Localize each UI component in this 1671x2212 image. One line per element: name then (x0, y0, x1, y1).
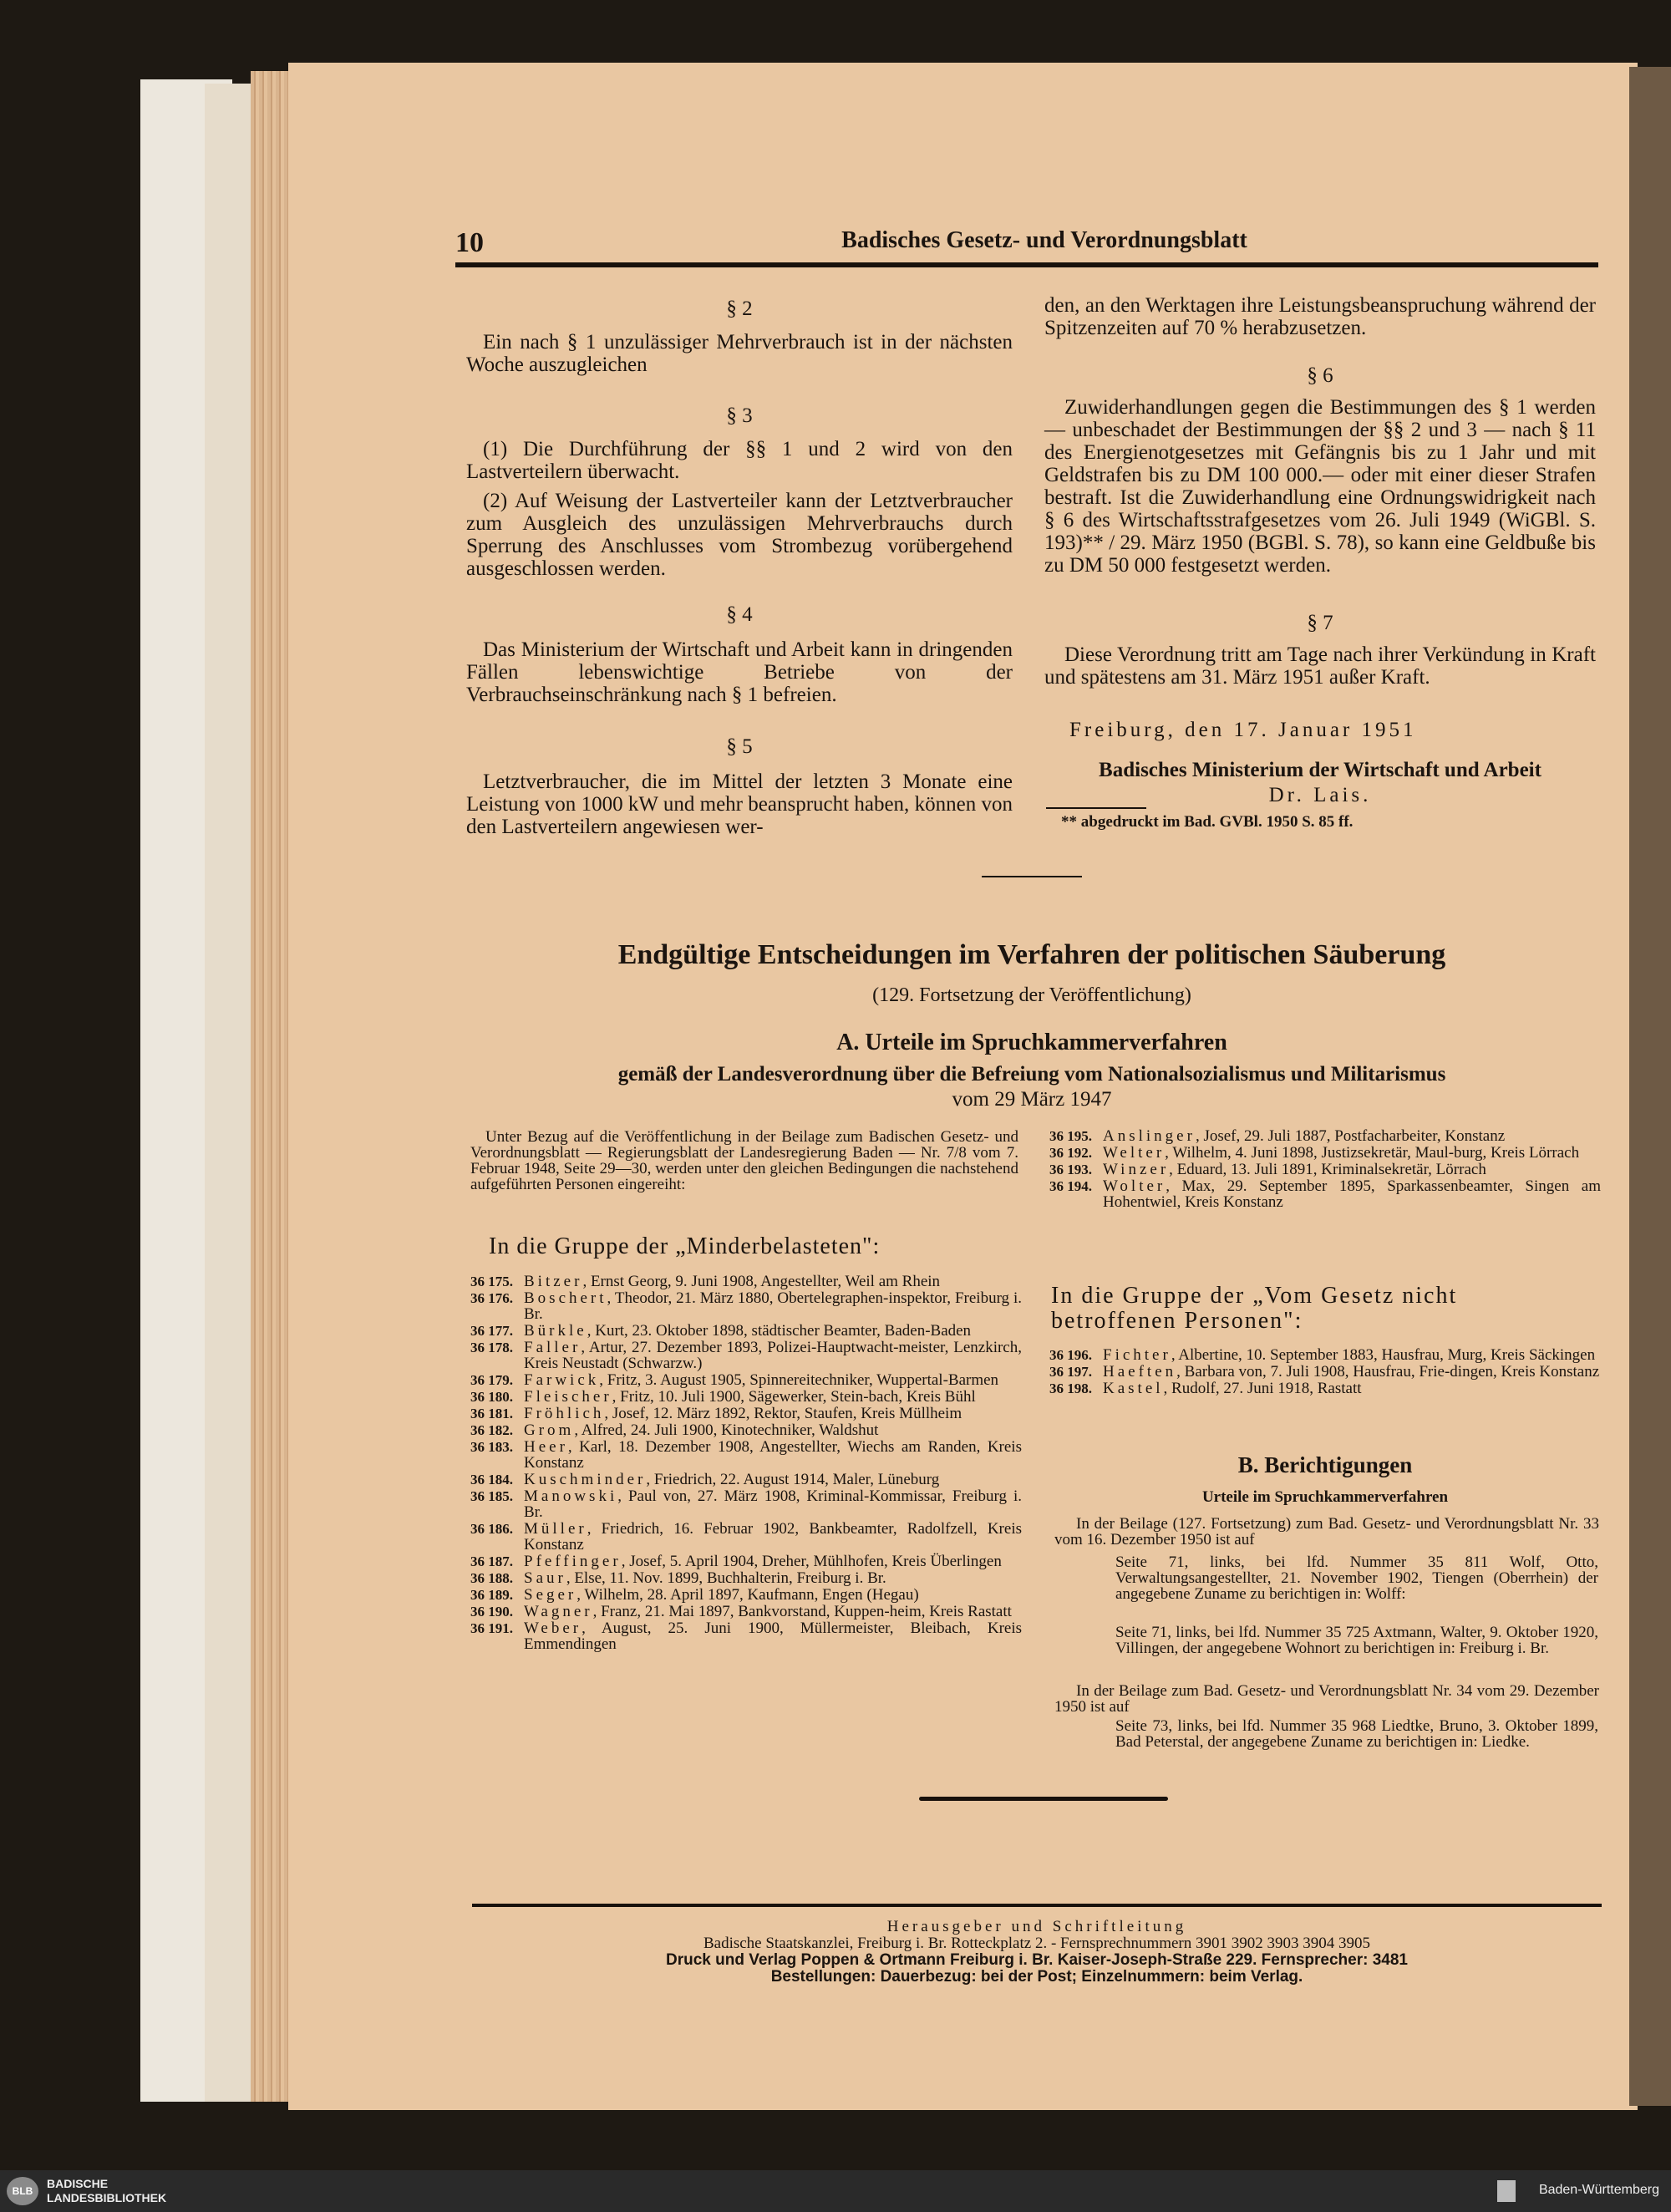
list-entry (470, 1290, 1022, 1322)
section-subtitle: (129. Fortsetzung der Veröffentlichung) (872, 984, 1191, 1006)
entry-details: , Ernst Georg, 9. Juni 1908, Angestellter, Weil am Rhein (582, 1273, 941, 1290)
s6-text: Zuwiderhandlungen gegen die Bestimmungen des § 1 werden — unbeschadet der Bestimmungen der §§ 2 und 3 — nach § 11 des Energienotgesetzes mit Gefängnis bis zu 1 Jahr und mit Geldstrafen bis zu DM 100 000.— oder mit einer dieser Strafen bestraft. Ist die Zuwiderhandlung eine Ordnungswidrigkeit nach § 6 des Wirtschaftsstrafgesetzes vom 26. Juli 1949 (WiGBl. S. 193)** / 29. März 1950 (BGBl. S. 78), so kann eine Geldbuße bis zu DM 50 000 festgesetzt werden. (1044, 396, 1596, 577)
list-entry (470, 1340, 1022, 1371)
part-b-p2a: Seite 73, links, bei lfd. Nummer 35 968 Liedtke, Bruno, 3. Oktober 1899, Bad Peterstal, der angegebene Zuname zu berichtigen in: Liedke. (1115, 1717, 1598, 1751)
list-entry (470, 1604, 1022, 1620)
entry-number: 36 180. (470, 1389, 513, 1405)
part-b-p1a: Seite 71, links, bei lfd. Nummer 35 811 Wolf, Otto, Verwaltungsangestellter, 21. November 1902, Tiengen (Oberrhein) der angegebene Zuname zu berichtigen in: Wolff: (1115, 1553, 1598, 1603)
entry-number: 36 190. (470, 1604, 513, 1620)
part-a-subheading: gemäß der Landesverordnung über die Befreiung vom Nationalsozialismus und Militarismus (617, 1063, 1446, 1086)
right-entries-list (1049, 1128, 1601, 1211)
entry-number: 36 194. (1049, 1178, 1092, 1194)
entry-number: 36 198. (1049, 1381, 1092, 1396)
entry-number: 36 189. (470, 1587, 513, 1603)
entry-number: 36 196. (1049, 1347, 1092, 1363)
entry-number: 36 176. (470, 1290, 513, 1306)
list-entry (470, 1472, 1022, 1487)
s3-heading: § 3 (726, 404, 753, 427)
entry-details: , Friedrich, 16. Februar 1902, Bankbeamter, Radolfzell, Kreis Konstanz (524, 1520, 1022, 1553)
entry-number: 36 175. (470, 1274, 513, 1289)
entry-details: , Friedrich, 22. August 1914, Maler, Lüneburg (646, 1471, 940, 1488)
entry-name: Manowski (524, 1487, 618, 1505)
blb-logo-line1: BADISCHE (47, 2177, 109, 2190)
entry-name: Kastel (1103, 1380, 1164, 1397)
viewer-bottom-bar (0, 2170, 1671, 2212)
entry-number: 36 181. (470, 1406, 513, 1421)
footer-address: Badische Staatskanzlei, Freiburg i. Br. Rotteckplatz 2. - Fernsprechnummern 3901 3902 3903 3904 3905 (703, 1935, 1371, 1952)
entry-name: Weber (524, 1620, 582, 1637)
entry-details: , Franz, 21. Mai 1897, Bankvorstand, Kuppen-heim, Kreis Rastatt (592, 1603, 1012, 1620)
list-entry (1049, 1364, 1601, 1380)
entry-number: 36 178. (470, 1340, 513, 1355)
group-nicht-heading: In die Gruppe der „Vom Gesetz nicht betroffenen Personen": (1051, 1283, 1458, 1334)
entry-details: , Josef, 29. Juli 1887, Postfacharbeiter, Konstanz (1195, 1127, 1506, 1145)
entry-name: Haeften (1103, 1363, 1177, 1381)
entry-details: , Fritz, 3. August 1905, Spinnereitechniker, Wuppertal-Barmen (599, 1371, 999, 1389)
entry-name: Heer (524, 1438, 568, 1456)
part-b-subheading: Urteile im Spruchkammerverfahren (1201, 1488, 1449, 1506)
entry-name: Pfeffinger (524, 1553, 622, 1570)
footer-orders: Bestellungen: Dauerbezug: bei der Post; Einzelnummern: beim Verlag. (770, 1968, 1303, 1986)
entry-details: , Artur, 27. Dezember 1893, Polizei-Hauptwacht-meister, Lenzkirch, Kreis Neustadt (Schwarzw.) (524, 1339, 1022, 1372)
list-entry (1049, 1381, 1601, 1396)
blb-logo-line2: LANDESBIBLIOTHEK (47, 2191, 167, 2204)
entry-details: , Josef, 5. April 1904, Dreher, Mühlhofen, Kreis Überlingen (621, 1553, 1002, 1570)
s5-heading: § 5 (726, 735, 753, 758)
date-line: Freiburg, den 17. Januar 1951 (1069, 719, 1417, 741)
entry-name: Grom (524, 1421, 575, 1439)
list-entry (470, 1406, 1022, 1421)
footnote: ** abgedruckt im Bad. GVBl. 1950 S. 85 ff. (1061, 813, 1354, 831)
entry-name: Winzer (1103, 1161, 1170, 1178)
part-a-date: vom 29 März 1947 (952, 1088, 1112, 1111)
section-divider (982, 876, 1082, 877)
list-entry (470, 1488, 1022, 1520)
list-entry (470, 1620, 1022, 1652)
s2-heading: § 2 (726, 297, 753, 320)
entry-number: 36 186. (470, 1521, 513, 1537)
entry-details: , Else, 11. Nov. 1899, Buchhalterin, Freiburg i. Br. (566, 1569, 886, 1587)
list-entry (1049, 1162, 1601, 1177)
entry-number: 36 195. (1049, 1128, 1092, 1144)
list-entry (470, 1553, 1022, 1569)
entry-name: Fichter (1103, 1346, 1171, 1364)
entry-name: Boschert (524, 1289, 607, 1307)
s2-text: Ein nach § 1 unzulässiger Mehrverbrauch ist in der nächsten Woche auszugleichen (466, 331, 1013, 376)
header-rule (455, 262, 1598, 267)
list-entry (470, 1521, 1022, 1553)
entry-details: , Paul von, 27. März 1908, Kriminal-Kommissar, Freiburg i. Br. (524, 1487, 1022, 1521)
section-title: Endgültige Entscheidungen im Verfahren der politischen Säuberung (617, 939, 1446, 970)
entry-number: 36 183. (470, 1439, 513, 1455)
footer-printer: Druck und Verlag Poppen & Ortmann Freiburg i. Br. Kaiser-Joseph-Straße 229. Fernsprecher: 3481 (666, 1951, 1408, 1969)
entry-details: , Barbara von, 7. Juli 1908, Hausfrau, Frie-dingen, Kreis Konstanz (1176, 1363, 1600, 1381)
entry-details: , Eduard, 13. Juli 1891, Kriminalsekretär, Lörrach (1169, 1161, 1486, 1178)
baden-wuerttemberg-emblem-icon (1497, 2180, 1516, 2202)
ministry-name: Badisches Ministerium der Wirtschaft und Arbeit (1099, 759, 1541, 781)
entry-name: Wagner (524, 1603, 593, 1620)
group-minder-heading: In die Gruppe der „Minderbelasteten": (489, 1233, 881, 1259)
group-nicht-list (1049, 1347, 1601, 1397)
entry-name: Welter (1103, 1144, 1166, 1162)
blb-logo-badge[interactable]: BLB (7, 2177, 38, 2205)
s7-text: Diese Verordnung tritt am Tage nach ihrer Verkündung in Kraft und spätestens am 31. März 1951 außer Kraft. (1044, 643, 1596, 689)
list-entry (470, 1323, 1022, 1339)
entry-details: , Wilhelm, 28. April 1897, Kaufmann, Engen (Hegau) (576, 1586, 919, 1604)
entry-number: 36 192. (1049, 1145, 1092, 1161)
binding-edge (1629, 67, 1671, 2106)
entry-number: 36 197. (1049, 1364, 1092, 1380)
entry-details: , Fritz, 10. Juli 1900, Sägewerker, Stein-bach, Kreis Bühl (612, 1388, 976, 1406)
entry-name: Wolter (1103, 1177, 1166, 1195)
part-a-heading: A. Urteile im Spruchkammerverfahren (836, 1030, 1227, 1055)
entry-name: Müller (524, 1520, 587, 1538)
footnote-rule (1046, 807, 1146, 809)
blb-logo-text[interactable] (47, 2177, 166, 2205)
list-entry (470, 1587, 1022, 1603)
group-minder-list (470, 1274, 1022, 1653)
entry-number: 36 187. (470, 1553, 513, 1569)
entry-number: 36 179. (470, 1372, 513, 1388)
footer-publisher: Herausgeber und Schriftleitung (886, 1918, 1187, 1935)
entry-number: 36 188. (470, 1570, 513, 1586)
s3-p1: (1) Die Durchführung der §§ 1 und 2 wird von den Lastverteilern überwacht. (466, 438, 1013, 483)
entry-number: 36 184. (470, 1472, 513, 1487)
entry-name: Saur (524, 1569, 566, 1587)
entry-details: , Wilhelm, 4. Juni 1898, Justizsekretär, Maul-burg, Kreis Lörrach (1165, 1144, 1580, 1162)
s3-p2: (2) Auf Weisung der Lastverteiler kann der Letztverbraucher zum Ausgleich des unzulässigen Mehrverbrauchs durch Sperrung des Anschlusses vom Strombezug vorübergehend ausgeschlossen werden. (466, 490, 1013, 580)
entry-details: , Karl, 18. Dezember 1908, Angestellter, Wiechs am Randen, Kreis Konstanz (524, 1438, 1022, 1472)
entry-name: Farwick (524, 1371, 600, 1389)
list-entry (470, 1389, 1022, 1405)
entry-details: , Theodor, 21. März 1880, Obertelegraphen-inspektor, Freiburg i. Br. (524, 1289, 1022, 1323)
footer-rule (472, 1904, 1602, 1907)
part-b-p1: In der Beilage (127. Fortsetzung) zum Bad. Gesetz- und Verordnungsblatt Nr. 33 vom 16. Dezember 1950 ist auf (1054, 1515, 1599, 1548)
list-entry (470, 1372, 1022, 1388)
entry-name: Anslinger (1103, 1127, 1196, 1145)
baden-wuerttemberg-label[interactable]: Baden-Württemberg (1538, 2183, 1659, 2197)
entry-name: Kuschminder (524, 1471, 647, 1488)
page-header-title: Badisches Gesetz- und Verordnungsblatt (841, 227, 1247, 253)
list-entry (470, 1439, 1022, 1471)
entry-details: , Kurt, 23. Oktober 1898, städtischer Beamter, Baden-Baden (587, 1322, 972, 1340)
s4-text: Das Ministerium der Wirtschaft und Arbeit kann in dringenden Fällen lebenswichtige Betriebe von der Verbrauchseinschränkung nach § 1 befreien. (466, 638, 1013, 706)
entry-details: , Josef, 12. März 1892, Rektor, Staufen, Kreis Müllheim (604, 1405, 962, 1422)
entry-name: Seger (524, 1586, 577, 1604)
entry-number: 36 182. (470, 1422, 513, 1438)
intro-paragraph: Unter Bezug auf die Veröffentlichung in der Beilage zum Badischen Gesetz- und Verordnungsblatt — Regierungsblatt der Landesregierung Baden — Nr. 7/8 vom 7. Februar 1948, Seite 29—30, werden unter den gleichen Bedingungen die nachstehend aufgeführten Personen eingereiht: (470, 1128, 1018, 1193)
s7-heading: § 7 (1307, 612, 1333, 634)
list-entry (470, 1570, 1022, 1586)
end-rule (919, 1797, 1168, 1801)
s5-continued: den, an den Werktagen ihre Leistungsbeanspruchung während der Spitzenzeiten auf 70 % herabzusetzen. (1044, 294, 1596, 339)
s6-heading: § 6 (1307, 364, 1333, 387)
entry-details: , Rudolf, 27. Juni 1918, Rastatt (1163, 1380, 1362, 1397)
entry-name: Fleischer (524, 1388, 612, 1406)
entry-name: Fröhlich (524, 1405, 605, 1422)
list-entry (1049, 1178, 1601, 1210)
part-b-p2: In der Beilage zum Bad. Gesetz- und Verordnungsblatt Nr. 34 vom 29. Dezember 1950 ist auf (1054, 1682, 1599, 1716)
s5-text: Letztverbraucher, die im Mittel der letzten 3 Monate eine Leistung von 1000 kW und mehr beansprucht haben, können von den Lastverteilern angewiesen wer- (466, 770, 1013, 838)
entry-name: Bitzer (524, 1273, 583, 1290)
signer-name: Dr. Lais. (1268, 784, 1372, 806)
entry-number: 36 177. (470, 1323, 513, 1339)
entry-number: 36 191. (470, 1620, 513, 1636)
part-b-heading: B. Berichtigungen (1237, 1452, 1413, 1477)
list-entry (1049, 1145, 1601, 1161)
s4-heading: § 4 (726, 603, 753, 626)
entry-name: Bürkle (524, 1322, 587, 1340)
page-number: 10 (455, 227, 484, 258)
entry-name: Faller (524, 1339, 582, 1356)
entry-details: , August, 25. Juni 1900, Müllermeister, Bleibach, Kreis Emmendingen (524, 1620, 1022, 1653)
entry-details: , Max, 29. September 1895, Sparkassenbeamter, Singen am Hohentwiel, Kreis Konstanz (1103, 1177, 1601, 1211)
list-entry (470, 1422, 1022, 1438)
entry-number: 36 185. (470, 1488, 513, 1504)
entry-details: , Albertine, 10. September 1883, Hausfrau, Murg, Kreis Säckingen (1171, 1346, 1596, 1364)
entry-number: 36 193. (1049, 1162, 1092, 1177)
list-entry (1049, 1128, 1601, 1144)
list-entry (470, 1274, 1022, 1289)
list-entry (1049, 1347, 1601, 1363)
part-b-p1b: Seite 71, links, bei lfd. Nummer 35 725 Axtmann, Walter, 9. Oktober 1920, Villingen, der angegebene Wohnort zu berichtigen in: Freiburg i. Br. (1115, 1624, 1598, 1657)
entry-details: , Alfred, 24. Juli 1900, Kinotechniker, Waldshut (574, 1421, 879, 1439)
